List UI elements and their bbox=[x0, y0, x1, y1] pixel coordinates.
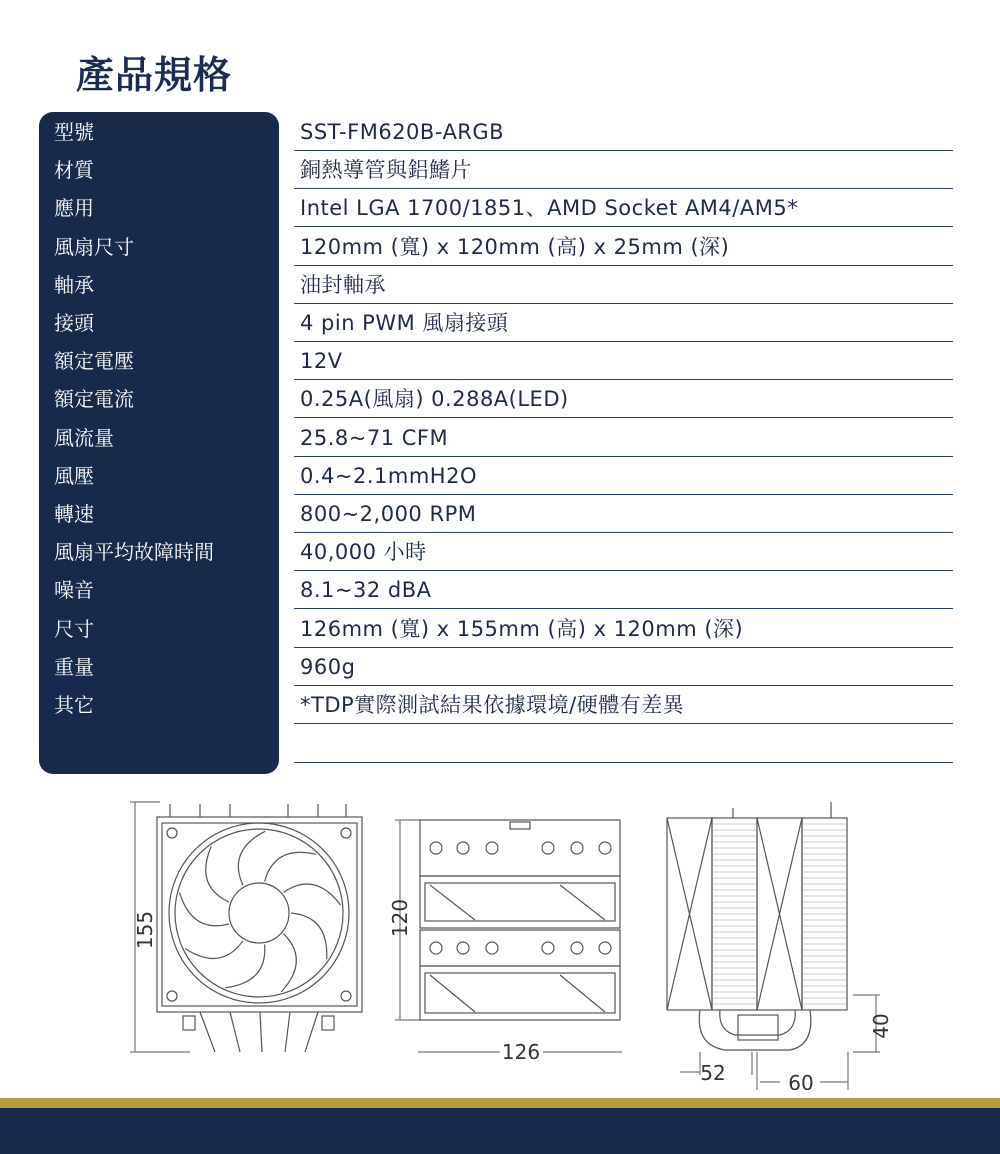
fan-blade bbox=[281, 934, 296, 992]
spec-value: 0.25A(風扇) 0.288A(LED) bbox=[300, 387, 569, 411]
footer-navy-band bbox=[0, 1108, 1000, 1154]
dim-profile-width: 60 bbox=[788, 1071, 814, 1090]
spec-row-divider bbox=[294, 341, 953, 342]
spec-value: 8.1~32 dBA bbox=[300, 578, 432, 602]
spec-label: 額定電壓 bbox=[54, 349, 134, 373]
spec-row-divider bbox=[294, 608, 953, 609]
spec-label: 重量 bbox=[54, 655, 94, 679]
fan-blade bbox=[265, 852, 317, 881]
fan-blade bbox=[284, 884, 341, 905]
spec-label: 軸承 bbox=[54, 273, 94, 297]
spec-value: 126mm (寬) x 155mm (高) x 120mm (深) bbox=[300, 617, 744, 641]
spec-label: 風扇尺寸 bbox=[54, 235, 134, 259]
spec-value: 12V bbox=[300, 349, 343, 373]
spec-value: 銅熱導管與鋁鰭片 bbox=[300, 158, 472, 182]
spec-label: 型號 bbox=[54, 120, 94, 144]
spec-value: 25.8~71 CFM bbox=[300, 426, 449, 450]
dim-front-height: 155 bbox=[133, 910, 157, 950]
fan-blade bbox=[238, 831, 265, 885]
side-view-drawing bbox=[395, 820, 622, 1052]
dim-side-height: 120 bbox=[388, 898, 412, 938]
fan-blade bbox=[185, 941, 243, 959]
spec-label: 其它 bbox=[54, 693, 94, 717]
front-view-drawing bbox=[130, 802, 362, 1052]
spec-row-divider bbox=[294, 723, 953, 724]
spec-row-divider bbox=[294, 647, 953, 648]
spec-label: 風壓 bbox=[54, 464, 94, 488]
spec-value: 960g bbox=[300, 655, 356, 679]
spec-value: SST-FM620B-ARGB bbox=[300, 120, 505, 144]
spec-value: 120mm (寬) x 120mm (高) x 25mm (深) bbox=[300, 235, 730, 259]
spec-value: Intel LGA 1700/1851、AMD Socket AM4/AM5* bbox=[300, 196, 799, 220]
spec-row-divider bbox=[294, 226, 953, 227]
fan-blade bbox=[291, 913, 327, 959]
spec-label: 噪音 bbox=[54, 578, 94, 602]
spec-label: 風扇平均故障時間 bbox=[54, 540, 214, 564]
spec-label: 風流量 bbox=[54, 426, 114, 450]
spec-label: 轉速 bbox=[54, 502, 94, 526]
spec-value: 4 pin PWM 風扇接頭 bbox=[300, 311, 509, 335]
spec-label: 材質 bbox=[54, 158, 94, 182]
dim-side-width: 126 bbox=[501, 1040, 541, 1064]
profile-view-drawing bbox=[667, 802, 880, 1090]
footer-gold-band bbox=[0, 1098, 1000, 1108]
spec-row-divider bbox=[294, 265, 953, 266]
spec-label: 額定電流 bbox=[54, 387, 134, 411]
spec-label: 應用 bbox=[54, 196, 94, 220]
dim-profile-base: 52 bbox=[700, 1061, 726, 1085]
fan-blade bbox=[225, 945, 265, 988]
spec-row-divider bbox=[294, 417, 953, 418]
spec-label: 尺寸 bbox=[54, 617, 94, 641]
cooler-dimension-drawing bbox=[0, 790, 1000, 1090]
spec-value: 0.4~2.1mmH2O bbox=[300, 464, 477, 488]
spec-row-divider bbox=[294, 762, 953, 763]
spec-value: *TDP實際測試結果依據環境/硬體有差異 bbox=[300, 693, 685, 717]
spec-value: 800~2,000 RPM bbox=[300, 502, 477, 526]
spec-value: 油封軸承 bbox=[300, 273, 386, 297]
spec-value: 40,000 小時 bbox=[300, 540, 427, 564]
dim-profile-depth: 40 bbox=[869, 1013, 893, 1039]
spec-label: 接頭 bbox=[54, 311, 94, 335]
page-title: 產品規格 bbox=[76, 53, 233, 97]
fan-blade bbox=[206, 846, 229, 902]
